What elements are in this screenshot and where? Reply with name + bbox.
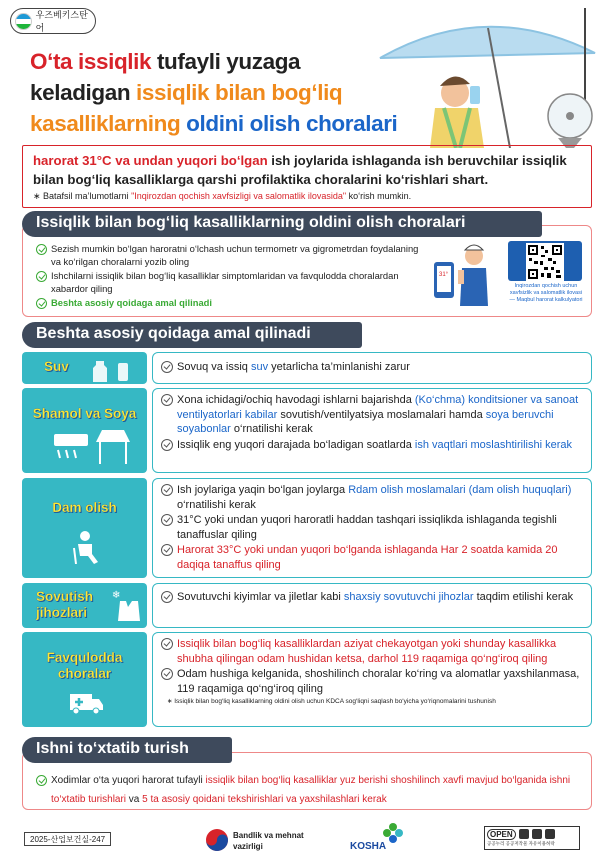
rule-content	[152, 632, 592, 727]
check-icon	[161, 668, 173, 680]
highlight: shaxsiy sovutuvchi jihozlar	[343, 591, 474, 603]
air-conditioner-tent-icon	[52, 428, 132, 466]
text: taqdim etilishi kerak	[473, 591, 574, 603]
rule-label-text: jihozlari	[36, 605, 88, 620]
list-item-text: Issiqlik bilan bog‘liq kasalliklardan aziyat chekayotgan yoki shunday kasallikka shubha qilingan odam hushidan ketsa, darhol 119 raqamiga qo‘ng‘iroq qiling	[177, 638, 557, 665]
rule-label-text: choralar	[57, 666, 112, 681]
list-item-text	[177, 590, 573, 605]
rule-wind-shade	[22, 388, 592, 473]
text: Sovutuvchi kiyimlar va jiletlar kabi	[177, 591, 344, 603]
rule-label-text: Suv	[44, 359, 69, 374]
stop-work-text	[36, 771, 584, 809]
list-item-text	[177, 393, 583, 437]
list-item-text	[177, 360, 410, 375]
text: Issiqlik eng yuqori darajada bo‘ladigan soatlarda	[177, 438, 415, 451]
license-noncommercial-icon	[532, 829, 542, 839]
rule-emergency	[22, 632, 592, 727]
worker-umbrella-illustration	[360, 8, 610, 148]
cooling-vest-icon	[112, 589, 144, 623]
highlight: ish vaqtlari moslashtirilishi kerak	[414, 438, 572, 451]
highlight: 5 ta asosiy qoidani tekshirishlari va yaxshilashlari kerak	[142, 794, 387, 805]
check-icon	[161, 591, 173, 603]
list-item-text: Beshta asosiy qoidaga amal qilinadi	[51, 297, 212, 308]
list-item	[161, 667, 583, 696]
text: Xona ichidagi/ochiq havodagi ishlarni bajarishda	[177, 394, 415, 406]
svg-text:31°: 31°	[439, 272, 449, 278]
title-highlight: oldini olish choralari	[180, 111, 398, 136]
list-item-text: Ishchilarni issiqlik bilan bog‘liq kasalliklar simptomlaridan va favqulodda choralardan xabardor qiling	[51, 270, 399, 294]
uzbekistan-flag-icon	[15, 13, 32, 30]
check-icon	[161, 439, 173, 451]
ministry-logo-text	[233, 830, 304, 852]
ambulance-icon	[68, 690, 104, 716]
check-icon	[36, 271, 47, 282]
text: o‘rnatilishi kerak	[177, 498, 256, 511]
intro-box	[22, 145, 592, 208]
section-header-five-rules: Beshta asosiy qoidaga amal qilinadi	[22, 322, 362, 348]
list-item	[161, 543, 583, 572]
check-icon	[36, 244, 47, 255]
list-item	[161, 483, 583, 512]
rule-note: ∗ Issiqlik bilan bog‘liq kasalliklarning oldini olish uchun KDCA sog‘liqni saqlash bo‘yicha yo‘riqnomalarini tushunish	[167, 698, 496, 705]
intro-note	[33, 191, 583, 202]
check-icon	[36, 775, 47, 786]
rule-cooling-equipment	[22, 583, 592, 628]
ministry-name: vazirligi	[233, 842, 263, 851]
check-icon	[161, 514, 173, 526]
text: yetarlicha ta’minlanishi zarur	[268, 361, 410, 373]
rule-content	[152, 388, 592, 473]
title-text: tufayli yuzaga	[151, 49, 301, 74]
list-item-text: 31°C yoki undan yuqori haroratli haddan tashqari issiqlikda ishlaganda tegishli tanaffuslar qiling	[177, 514, 557, 541]
language-label: 우즈베키스탄어	[35, 10, 88, 33]
title-text: keladigan	[30, 80, 137, 105]
list-item-text	[177, 438, 572, 453]
document-code: 2025-산업보건실-247	[24, 832, 111, 846]
note-text: ∗ Batafsil ma’lumotlarni	[33, 191, 132, 201]
license-noderivs-icon	[545, 829, 555, 839]
rule-content	[152, 352, 592, 384]
text: Xodimlar o‘ta yuqori harorat tufayli	[51, 775, 206, 786]
rule-content	[152, 583, 592, 628]
open-license-badge	[484, 826, 580, 850]
list-item	[161, 590, 583, 605]
rule-label-text: Favqulodda	[46, 650, 123, 665]
check-icon	[161, 361, 173, 373]
water-bottle-icon	[92, 355, 138, 383]
check-icon	[36, 298, 47, 309]
ministry-name: Bandlik va mehnat	[233, 831, 304, 840]
rule-label-text: Shamol va Soya	[32, 406, 137, 421]
rule-content	[152, 478, 592, 578]
check-icon	[161, 544, 173, 556]
check-icon	[161, 394, 173, 406]
qr-caption: Inqirozdan qochish uchun xavfsizlik va salomatlik ilovasi — Maqbul harorat kalkulyatori	[509, 283, 583, 303]
korea-emblem-icon	[205, 828, 229, 852]
section-header-stop-work: Ishni to‘xtatib turish	[22, 737, 232, 763]
list-item-text: Sezish mumkin bo‘lgan haroratni o‘lchash uchun termometr va gigrometrdan foydalaning va ko‘rilgan choralarni yozib oling	[51, 243, 419, 267]
rule-water	[22, 352, 592, 384]
list-item	[161, 637, 583, 666]
intro-highlight: harorat 31°C va undan yuqori bo‘lgan	[33, 153, 268, 168]
language-badge	[10, 8, 96, 34]
kosha-logo-text: KOSHA	[350, 841, 387, 852]
note-highlight: "Inqirozdan qochish xavfsizligi va salomatlik ilovasida"	[131, 191, 347, 201]
check-icon	[161, 484, 173, 496]
text: sovutish/ventilyatsiya moslamalari hamda	[277, 408, 486, 421]
title-highlight: issiqlik bilan bog‘liq	[136, 80, 343, 105]
highlight: suv	[250, 361, 269, 373]
phone-app-illustration	[432, 240, 494, 308]
intro-main	[33, 151, 583, 189]
list-item-text	[51, 771, 584, 809]
open-label: OPEN	[487, 829, 516, 840]
highlight: Rdam olish moslamalari (dam olish huquqlari)	[348, 484, 572, 496]
title-highlight: O‘ta issiqlik	[30, 49, 152, 74]
section-header-prevention: Issiqlik bilan bog‘liq kasalliklarning oldini olish choralari	[22, 211, 542, 237]
text: va	[126, 794, 143, 805]
check-icon	[161, 638, 173, 650]
list-item	[36, 243, 426, 268]
highlight: (Ko‘chma) konditsioner va sanoat ventilyatorlari kabilar	[177, 394, 579, 421]
list-item	[36, 297, 426, 310]
rule-label-text: Sovutish	[36, 589, 94, 604]
note-text: ko‘rish mumkin.	[346, 191, 412, 201]
resting-person-icon	[70, 530, 100, 564]
list-item	[36, 270, 426, 295]
svg-text:❄: ❄	[112, 590, 121, 601]
text: Sovuq va issiq	[177, 361, 251, 373]
title-highlight: kasalliklarning	[30, 111, 181, 136]
list-item	[161, 393, 583, 437]
rule-label-text: Dam olish	[52, 500, 117, 515]
list-item	[161, 513, 583, 542]
list-item-text	[177, 483, 583, 512]
list-item	[161, 360, 583, 375]
text: o‘rnatilishi kerak	[230, 423, 313, 435]
highlight: soya beruvchi soyabonlar	[177, 408, 554, 435]
text: Ish joylariga yaqin bo‘lgan joylarga	[177, 484, 349, 496]
highlight: issiqlik bilan bog‘liq kasalliklar yuz berishi shoshilinch xavfi mavjud bo‘lganida ishni to‘xtatib turishlari	[51, 775, 571, 805]
qr-code-icon[interactable]	[526, 243, 564, 281]
license-attribution-icon	[519, 829, 529, 839]
prevention-list	[36, 243, 426, 312]
rule-rest	[22, 478, 592, 578]
list-item-text: Harorat 33°C yoki undan yuqori bo‘lganda ishlaganda Har 2 soatda kamida 20 daqiqa tanaffus qiling	[177, 544, 558, 571]
list-item-text: Odam hushiga kelganida, shoshilinch choralar ko‘ring va alomatlar yaxshilanmasa, 119 raqamiga qo‘ng‘iroq qiling	[177, 668, 580, 695]
list-item	[161, 438, 583, 453]
intro-text: ish joylarida ishlaganda ish beruvchilar issiqlik bilan bog‘liq kasalliklarga qarshi profilaktika choralarini ko‘rishlari shart.	[33, 153, 567, 187]
open-license-text: 공공누리 공공저작물 자유이용허락	[487, 841, 555, 846]
